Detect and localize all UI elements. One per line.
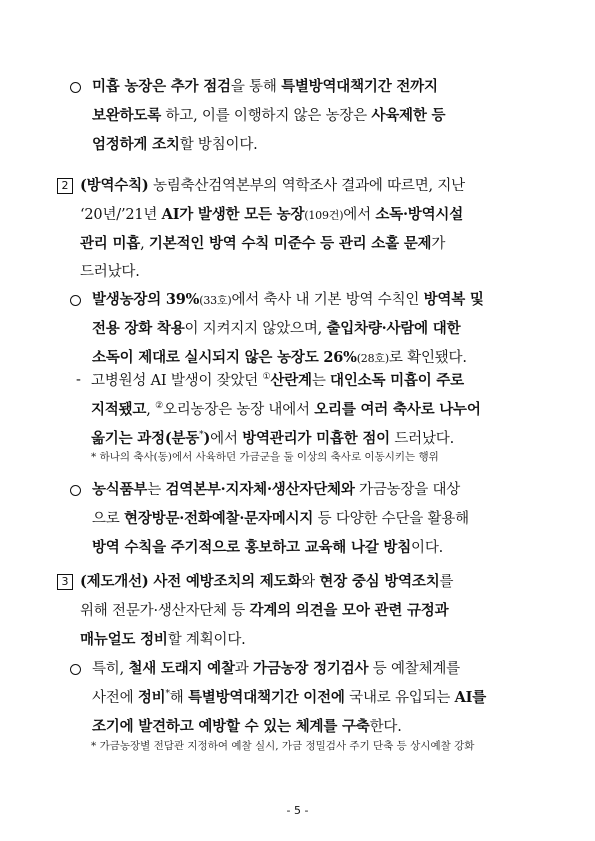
bold-text: 방역관리가 미흡한 점이	[242, 430, 390, 447]
paragraph-line	[80, 625, 246, 655]
bold-text: 보완하도록	[92, 107, 162, 124]
text: 등 다양한 수단을 활용해	[313, 511, 469, 527]
text: 할 방침이다.	[179, 137, 258, 153]
text: 는	[147, 482, 166, 498]
bold-text: 엄정하게 조치	[92, 136, 180, 153]
text: 과	[234, 661, 254, 677]
text: 농림축산검역본부의 역학조사 결과에 따르면, 지난	[148, 178, 465, 194]
bold-text: 가금농장 정기검사	[253, 660, 369, 677]
paragraph-line	[91, 366, 464, 396]
dash-marker: -	[76, 372, 81, 388]
text: 에서	[210, 431, 243, 447]
text: ,	[146, 402, 156, 418]
circled-number: ②	[155, 401, 163, 412]
text: 에서	[343, 207, 376, 223]
text: 이다.	[411, 540, 444, 556]
small-text: (28호)	[356, 352, 389, 365]
bold-text: 각계의 의견을 모아 관련 규정과	[249, 602, 449, 619]
text: 를	[439, 574, 454, 590]
paragraph-line	[92, 533, 443, 563]
bold-text: 매뉴얼도 정비	[80, 631, 168, 648]
text: ‘20년/’21년	[80, 207, 162, 223]
paragraph-line	[92, 285, 484, 315]
section-number-box: 3	[57, 574, 73, 590]
bold-text: 현장 중심 방역조치	[319, 573, 440, 590]
text: 와	[301, 574, 320, 590]
bold-text: 전용 장화 착용	[92, 320, 185, 337]
text: 할 계획이다.	[167, 632, 246, 648]
circled-number: ①	[262, 372, 271, 383]
footnote: * 하나의 축사(동)에서 사육하던 가금군을 둘 이상의 축사로 이동시키는 행위	[91, 451, 439, 463]
small-text: (109건)	[304, 209, 344, 222]
page-number: - 5 -	[286, 804, 309, 817]
bold-text: (방역수칙)	[80, 177, 149, 194]
bullet-circle-icon	[70, 82, 81, 93]
text: 이 지켜지지 않았으며,	[184, 321, 327, 337]
bold-text: 미흡 농장은 추가 점검	[92, 78, 231, 95]
bold-text: 대인소독 미흡이 주로	[330, 372, 464, 389]
footnote-mark: *	[199, 430, 204, 441]
paragraph-line	[92, 504, 469, 534]
text: 국내로 유입되는	[344, 690, 455, 706]
text: 해	[169, 690, 188, 706]
bold-text: 방역복 및	[423, 291, 484, 308]
text: 는	[311, 373, 331, 389]
bold-text: AI가 발생한 모든 농장	[161, 206, 305, 223]
bold-text: 농식품부	[92, 481, 148, 498]
footnote: * 가금농장별 전담관 지정하여 예찰 실시, 가금 정밀검사 주기 단축 등 상시예찰 강화	[91, 740, 475, 752]
bullet-circle-icon	[70, 664, 81, 675]
text: 사전에	[92, 690, 138, 706]
text: 으로	[92, 511, 125, 527]
text: 드러났다.	[80, 264, 140, 280]
small-text: (33호)	[199, 294, 232, 307]
text: 가	[431, 236, 446, 252]
bullet-circle-icon	[70, 295, 81, 306]
bold-text: 방역 수칙을 주기적으로 홍보하고 교육해 나갈 방침	[92, 539, 412, 556]
bold-text: 관리 미흡	[80, 235, 141, 252]
section-number-box: 2	[57, 178, 73, 194]
bold-text: 철새 도래지 예찰	[128, 660, 235, 677]
paragraph-line	[91, 395, 481, 425]
bold-text: 오리를 여러 축사로 나누어	[314, 401, 481, 418]
bold-text: )	[203, 430, 211, 447]
bold-text: AI를	[454, 689, 487, 706]
text: 드러났다.	[389, 431, 454, 447]
paragraph-line	[92, 101, 445, 131]
bold-text: 특별방역대책기간 이전에	[188, 689, 345, 706]
bullet-circle-icon	[70, 485, 81, 496]
text: 을 통해	[230, 79, 282, 95]
bold-text: 옮기는 과정(분동	[91, 430, 200, 447]
text: 에서 축사 내 기본 방역 수칙인	[231, 292, 424, 308]
text: 오리농장은 농장 내에서	[162, 402, 315, 418]
paragraph-line	[92, 654, 460, 684]
bold-text: (제도개선) 사전 예방조치의 제도화	[80, 573, 302, 590]
bold-text: 현장방문·전화예찰·문자메시지	[124, 510, 314, 527]
bold-text: 출입차량·사람에 대한	[326, 320, 461, 337]
bold-text: 발생농장의 39%	[92, 291, 200, 308]
bold-text: 기본적인 방역 수칙 미준수 등 관리 소홀 문제	[148, 235, 432, 252]
text: 가금농장을 대상	[354, 482, 461, 498]
text: 특히,	[92, 661, 129, 677]
paragraph-line	[92, 475, 460, 505]
bold-text: 정비	[137, 689, 166, 706]
footnote-mark: *	[165, 689, 170, 700]
bold-text: 검역본부·지자체·생산자단체와	[165, 481, 355, 498]
paragraph-line	[80, 567, 453, 597]
bold-text: 산란계	[270, 372, 312, 389]
text: 고병원성 AI 발생이 잦았던	[91, 373, 263, 389]
bold-text: 특별방역대책기간 전까지	[281, 78, 438, 95]
bold-text: 조기에 발견하고 예방할 수 있는 체계를 구축	[92, 718, 370, 735]
text: 한다.	[369, 719, 402, 735]
bold-text: 지적됐고	[91, 401, 147, 418]
bold-text: 소독이 제대로 실시되지 않은 농장도 26%	[92, 349, 357, 366]
paragraph-line	[92, 130, 258, 160]
text: 위해 전문가·생산자단체 등	[80, 603, 250, 619]
paragraph-line	[92, 314, 460, 344]
text: 등 예찰체계를	[368, 661, 460, 677]
paragraph-line	[92, 72, 438, 102]
text: 하고, 이를 이행하지 않은 농장은	[161, 108, 372, 124]
paragraph-line	[80, 229, 445, 259]
text: ,	[140, 236, 149, 252]
text: 로 확인됐다.	[388, 350, 467, 366]
bold-text: 소독·방역시설	[375, 206, 464, 223]
paragraph-line	[80, 596, 448, 626]
paragraph-line	[80, 200, 463, 230]
paragraph-line	[92, 683, 486, 713]
paragraph-line	[80, 171, 465, 201]
paragraph-line	[80, 258, 140, 287]
bold-text: 사육제한 등	[371, 107, 446, 124]
